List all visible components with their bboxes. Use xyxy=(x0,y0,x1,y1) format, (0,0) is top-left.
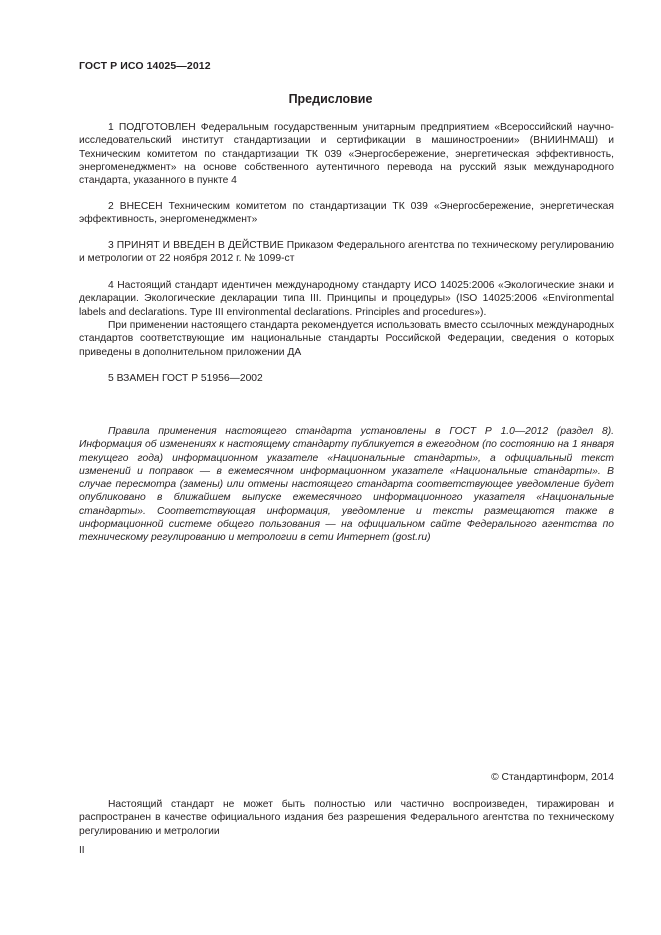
item-3-adopted: 3 ПРИНЯТ И ВВЕДЕН В ДЕЙСТВИЕ Приказом Федерального агентства по техническому регулированию и метрологии от 22 ноября 2012 г. № 1099-ст xyxy=(79,240,614,265)
item-4-application-note: При применении настоящего стандарта рекомендуется использовать вместо ссылочных международных стандартов соответствующие им национальные стандарты Российской Федерации, сведения о которых приведены в дополнительном приложении ДА xyxy=(79,320,614,358)
item-2-introduced: 2 ВНЕСЕН Техническим комитетом по стандартизации ТК 039 «Энергосбережение, энергетическая эффективность, энергоменеджмент» xyxy=(79,201,614,226)
item-1-prepared: 1 ПОДГОТОВЛЕН Федеральным государственным унитарным предприятием «Всероссийский научно-исследовательский институт стандартизации и сертификации в машиностроении» (ВНИИНМАШ) и Техническим комитетом по стандартизации ТК 039 «Энергосбережение, энергетическая эффективность, энергоменеджмент» на основе собственного аутентичного перевода на русский язык международного стандарта, указанного в пункте 4 xyxy=(79,122,614,187)
document-header: ГОСТ Р ИСО 14025—2012 xyxy=(79,60,211,72)
item-5-replaces: 5 ВЗАМЕН ГОСТ Р 51956—2002 xyxy=(108,373,263,384)
reproduction-notice: Настоящий стандарт не может быть полностью или частично воспроизведен, тиражирован и распространен в качестве официального издания без разрешения Федерального агентства по техническому регулированию и метрологии xyxy=(79,799,614,837)
page-title: Предисловие xyxy=(288,92,373,106)
item-4-identical: 4 Настоящий стандарт идентичен международному стандарту ИСО 14025:2006 «Экологические знаки и декларации. Экологические декларации типа III. Принципы и процедуры» (ISO 14025:2006 «Environmental labels and declarations. Type III environmental declarations. Principles and procedures»). xyxy=(79,280,614,318)
page-number: II xyxy=(79,845,85,856)
application-rules-notice: Правила применения настоящего стандарта установлены в ГОСТ Р 1.0—2012 (раздел 8). Информация об изменениях к настоящему стандарту публикуется в ежегодном (по состоянию на 1 января текущего года) информационном указателе «Национальные стандарты», а официальный текст изменений и поправок — в ежемесячном информационном указателе «Национальные стандарты». В случае пересмотра (замены) или отмены настоящего стандарта соответствующее уведомление будет опубликовано в ближайшем выпуске ежемесячного информационного указателя «Национальные стандарты». Соответствующая информация, уведомление и тексты размещаются также в информационной системе общего пользования — на официальном сайте Федерального агентства по техническому регулированию и метрологии в сети Интернет (gost.ru) xyxy=(79,426,614,544)
copyright-notice: © Стандартинформ, 2014 xyxy=(491,772,614,783)
